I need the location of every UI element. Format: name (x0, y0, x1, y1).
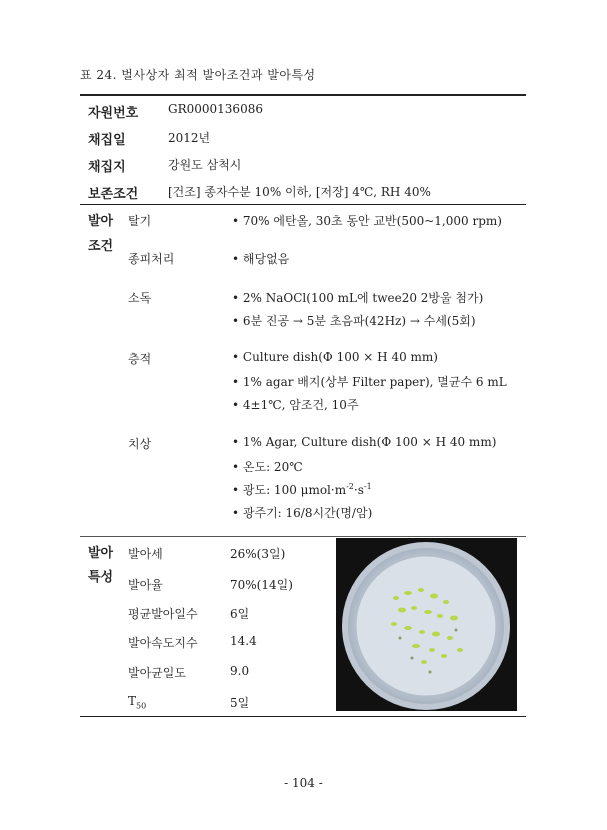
trait-vigor-value: 26%(3일) (230, 547, 286, 561)
cond-sow-bullet-3 (232, 481, 372, 498)
cond-seedcoat: 종피처리 (128, 252, 175, 266)
cond-degas: 탈기 (128, 214, 152, 228)
trait-rate: 발아율 (128, 578, 163, 592)
cond-sow: 치상 (128, 437, 152, 451)
table-top-rule (80, 94, 526, 96)
cond-stratify-bullet-1: • Culture dish(Φ 100 × H 40 mm) (232, 350, 438, 364)
trait-t50-value: 5일 (230, 696, 250, 710)
cond-disinfect-bullet-1: • 2% NaOCl(100 mL에 twee20 2방울 첨가) (232, 291, 484, 305)
trait-t50 (128, 694, 146, 710)
cond-sow-light-sup1: -2 (346, 482, 354, 491)
table-bottom-rule (80, 716, 526, 717)
trait-t50-main: T (128, 694, 137, 708)
cond-degas-bullet: • 70% 에탄올, 30초 동안 교반(500~1,000 rpm) (232, 214, 502, 228)
petri-dish-photo (336, 538, 517, 711)
value-resource-id: GR0000136086 (168, 102, 263, 116)
cond-sow-light-sup2: -1 (363, 482, 372, 491)
trait-rate-value: 70%(14일) (230, 578, 293, 592)
label-germ-trait-2: 특성 (88, 570, 114, 585)
table-caption: 표 24. 벌사상자 최적 발아조건과 발아특성 (80, 68, 316, 82)
trait-mean-days-value: 6일 (230, 607, 250, 621)
cond-disinfect-bullet-2: • 6분 진공 → 5분 초음파(42Hz) → 수세(5회) (232, 314, 476, 328)
divider-2 (80, 536, 526, 537)
label-storage-condition: 보존조건 (88, 187, 139, 202)
cond-disinfect: 소독 (128, 291, 152, 305)
label-resource-id: 자원번호 (88, 106, 139, 121)
trait-mean-days: 평균발아일수 (128, 607, 198, 621)
cond-sow-light-text: • 광도: 100 μmol·m (232, 483, 347, 497)
cond-stratify-bullet-2: • 1% agar 배지(상부 Filter paper), 멸균수 6 mL (232, 375, 507, 389)
cond-sow-light-mid: ·s (353, 483, 364, 497)
cond-seedcoat-bullet: • 해당없음 (232, 252, 290, 266)
trait-speed-index: 발아속도지수 (128, 636, 198, 650)
trait-uniformity-value: 9.0 (230, 664, 250, 678)
value-storage-condition: [건조] 종자수분 10% 이하, [저장] 4℃, RH 40% (168, 185, 431, 199)
cond-sow-bullet-2: • 온도: 20℃ (232, 460, 303, 474)
label-collection-site: 채집지 (88, 160, 126, 175)
trait-vigor: 발아세 (128, 547, 163, 561)
trait-speed-index-value: 14.4 (230, 634, 257, 648)
cond-stratify-bullet-3: • 4±1℃, 암조건, 10주 (232, 398, 359, 412)
value-collection-date: 2012년 (168, 131, 211, 145)
label-germ-cond-2: 조건 (88, 239, 114, 254)
label-germ-cond-1: 발아 (88, 214, 114, 229)
value-collection-site: 강원도 삼척시 (168, 158, 242, 172)
label-collection-date: 채집일 (88, 133, 126, 148)
label-germ-trait-1: 발아 (88, 546, 114, 561)
cond-sow-bullet-4: • 광주기: 16/8시간(명/암) (232, 506, 373, 520)
page-number: - 104 - (284, 776, 323, 790)
divider-1 (80, 204, 526, 205)
cond-sow-bullet-1: • 1% Agar, Culture dish(Φ 100 × H 40 mm) (232, 435, 497, 449)
trait-uniformity: 발아균일도 (128, 666, 186, 680)
cond-stratify: 층적 (128, 352, 152, 366)
trait-t50-sub: 50 (136, 701, 147, 711)
